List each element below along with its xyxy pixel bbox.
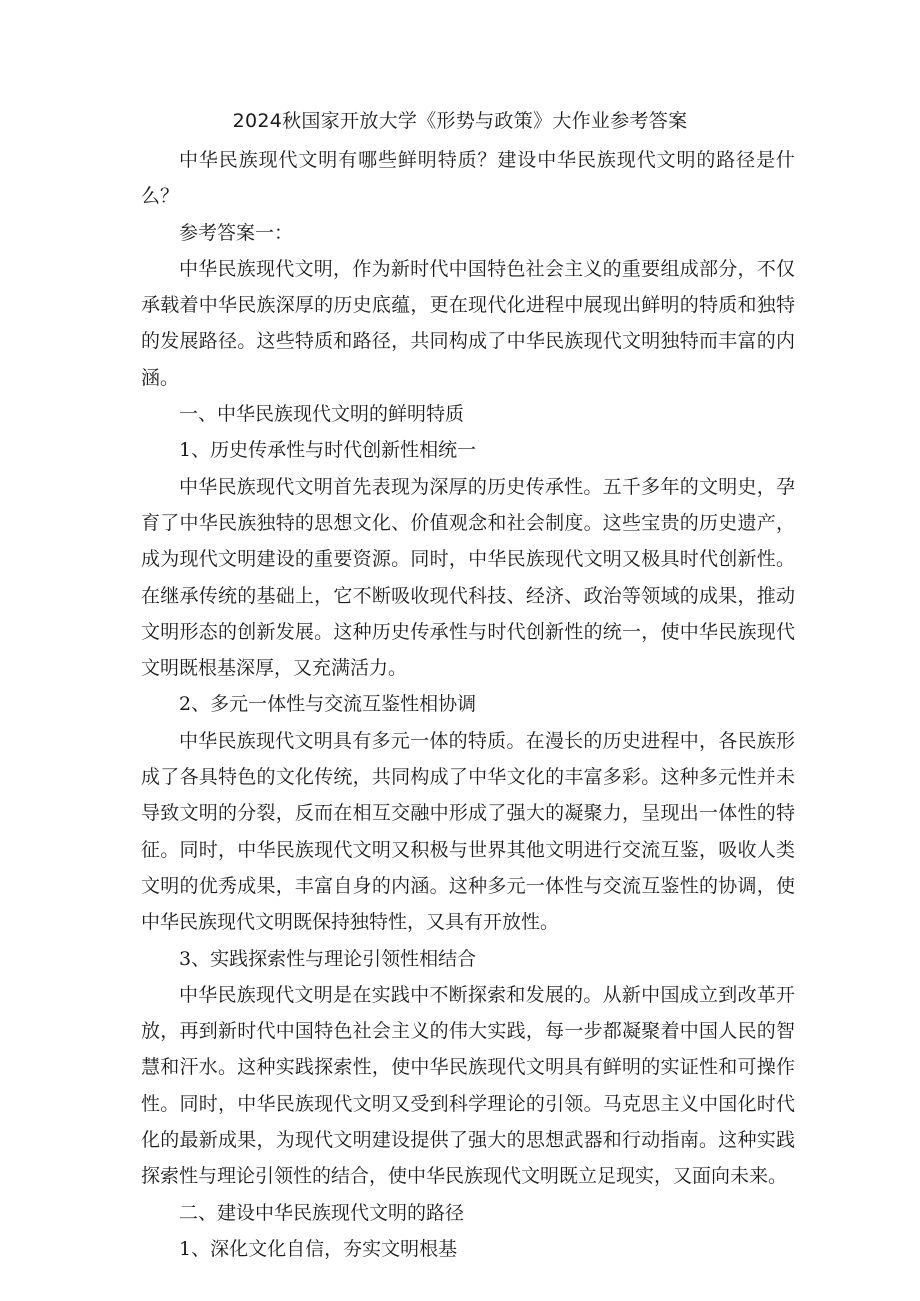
section-heading: 二、建设中华民族现代文明的路径	[179, 1201, 465, 1224]
body-paragraph: 中华民族现代文明首先表现为深厚的历史传承性。五千多年的文明史，孕育了中华民族独特的思想文化、价值观念和社会制度。这些宝贵的历史遗产，成为现代文明建设的重要资源。同时，中华民族现代文明又极具时代创新性。在继承传统的基础上，它不断吸收现代科技、经济、政治等领域的成果，推动文明形态的创新发展。这种历史传承性与时代创新性的统一，使中华民族现代文明既根基深厚，又充满活力。	[141, 475, 795, 680]
body-paragraph: 中华民族现代文明是在实践中不断探索和发展的。从新中国成立到改革开放，再到新时代中国特色社会主义的伟大实践，每一步都凝聚着中国人民的智慧和汗水。这种实践探索性，使中华民族现代文明具有鲜明的实证性和可操作性。同时，中华民族现代文明又受到科学理论的引领。马克思主义中国化时代化的最新成果，为现代文明建设提供了强大的思想武器和行动指南。这种实践探索性与理论引领性的结合，使中华民族现代文明既立足现实，又面向未来。	[141, 983, 795, 1188]
subsection-heading: 1、历史传承性与时代创新性相统一	[179, 439, 477, 462]
subsection-heading: 3、实践探索性与理论引领性相结合	[179, 947, 477, 970]
question-text: 中华民族现代文明有哪些鲜明特质？建设中华民族现代文明的路径是什么？	[141, 149, 795, 208]
subsection-heading: 2、多元一体性与交流互鉴性相协调	[179, 693, 477, 716]
answer-label: 参考答案一：	[179, 221, 294, 244]
body-paragraph: 中华民族现代文明具有多元一体的特质。在漫长的历史进程中，各民族形成了各具特色的文化传统，共同构成了中华文化的丰富多彩。这种多元性并未导致文明的分裂，反而在相互交融中形成了强大的凝聚力，呈现出一体性的特征。同时，中华民族现代文明又积极与世界其他文明进行交流互鉴，吸收人类文明的优秀成果，丰富自身的内涵。这种多元一体性与交流互鉴性的协调，使中华民族现代文明既保持独特性，又具有开放性。	[141, 729, 795, 934]
document-body	[141, 142, 795, 1267]
subsection-heading: 1、深化文化自信，夯实文明根基	[179, 1237, 458, 1260]
document-title: 2024秋国家开放大学《形势与政策》大作业参考答案	[232, 110, 688, 132]
section-heading: 一、中华民族现代文明的鲜明特质	[179, 403, 465, 426]
intro-paragraph: 中华民族现代文明，作为新时代中国特色社会主义的重要组成部分，不仅承载着中华民族深厚的历史底蕴，更在现代化进程中展现出鲜明的特质和独特的发展路径。这些特质和路径，共同构成了中华民族现代文明独特而丰富的内涵。	[141, 257, 795, 389]
